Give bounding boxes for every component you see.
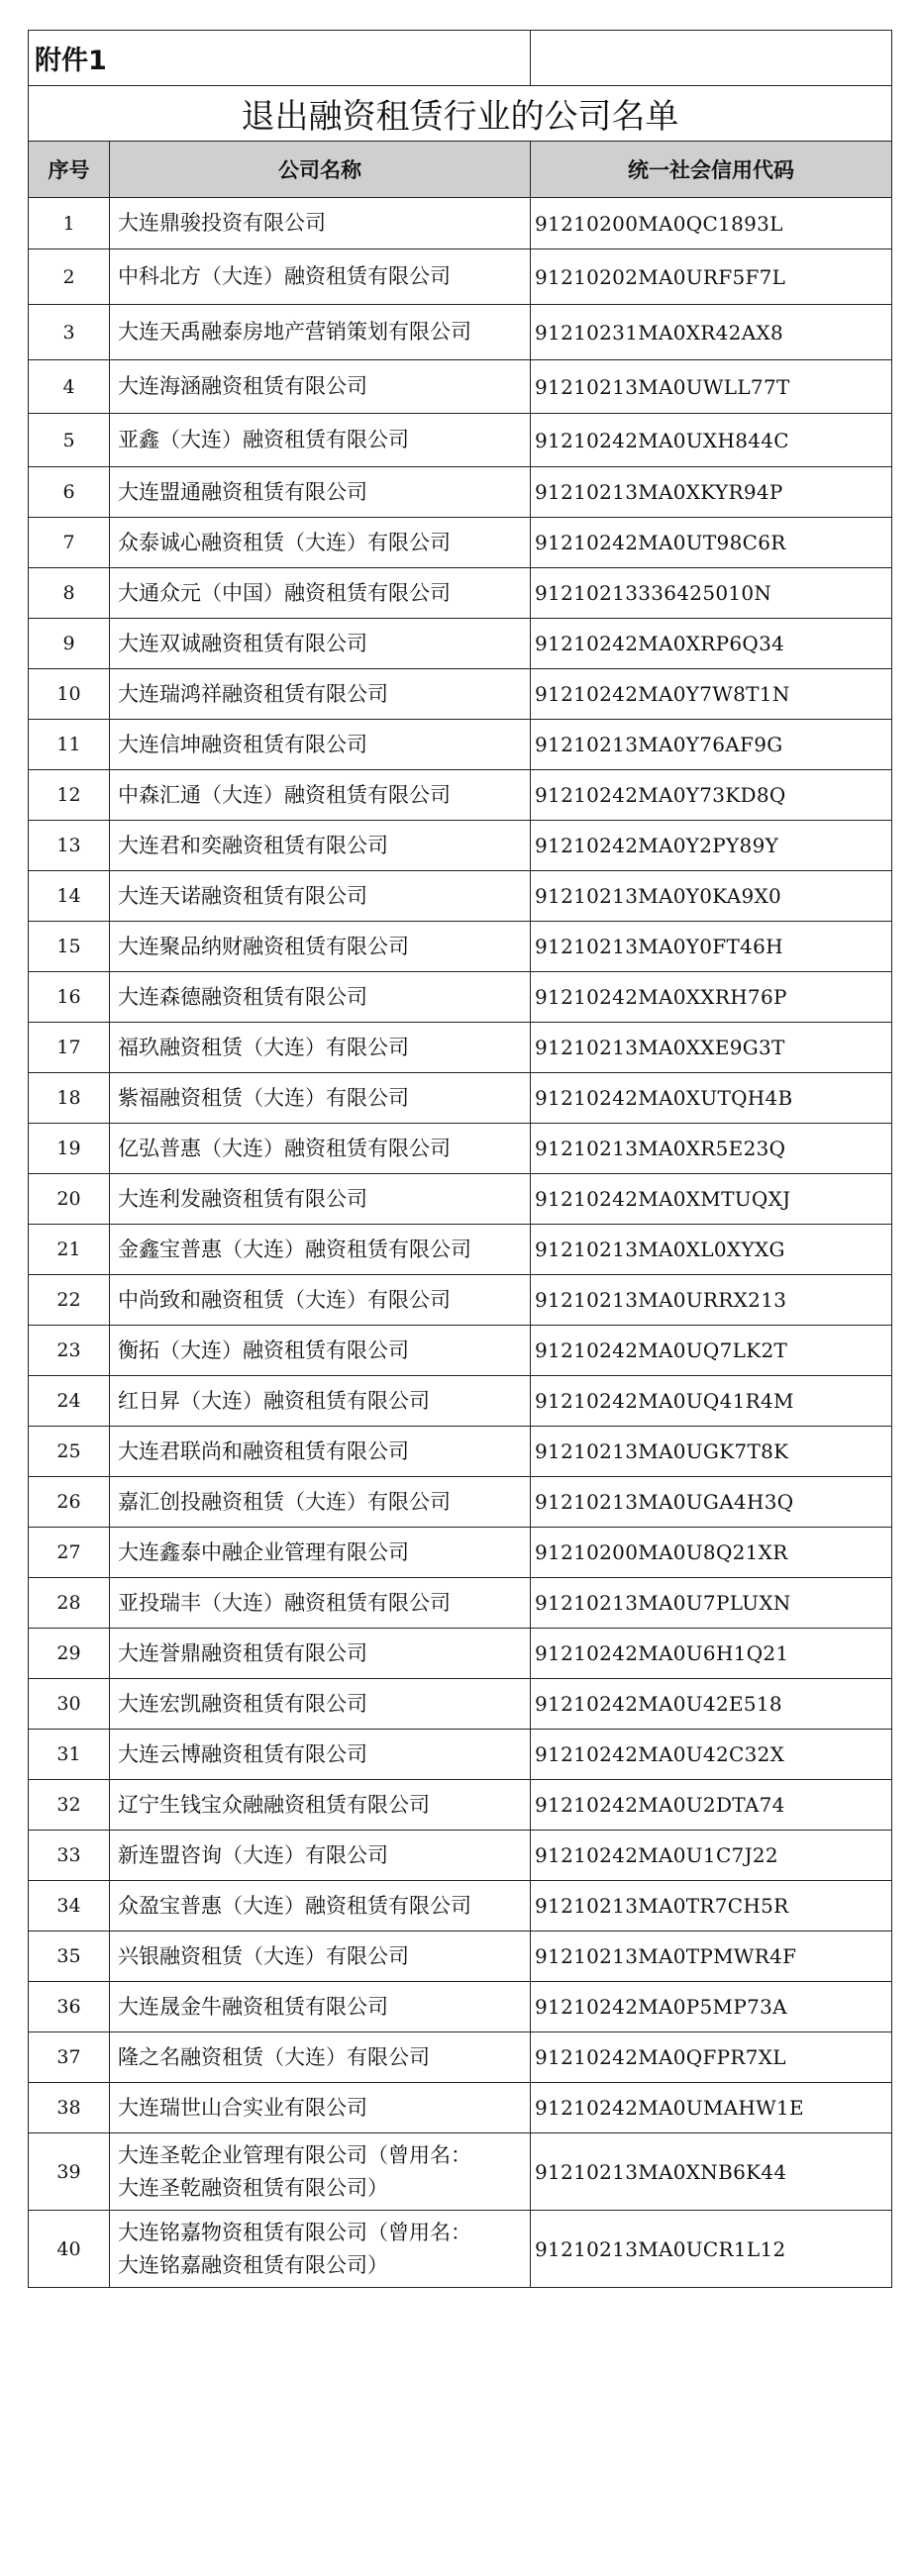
table-row: [29, 1679, 892, 1730]
row-company-name: [110, 2133, 531, 2211]
row-company-name: 大连双诚融资租赁有限公司: [110, 619, 531, 669]
row-credit-code: 91210213MA0Y76AF9G: [531, 720, 892, 770]
row-seq: 37: [29, 2032, 110, 2083]
row-company-name: 大连云博融资租赁有限公司: [110, 1730, 531, 1780]
row-seq: 4: [29, 360, 110, 414]
row-credit-code: 91210242MA0U42C32X: [531, 1730, 892, 1780]
row-seq: 23: [29, 1326, 110, 1376]
row-seq: 38: [29, 2083, 110, 2133]
attachment-empty-cell: [531, 31, 892, 86]
row-seq: 24: [29, 1376, 110, 1427]
table-row: [29, 1831, 892, 1881]
row-credit-code: 91210242MA0Y7W8T1N: [531, 669, 892, 720]
table-row: [29, 1730, 892, 1780]
row-credit-code: 91210213MA0Y0KA9X0: [531, 871, 892, 922]
row-company-name: 众泰诚心融资租赁（大连）有限公司: [110, 518, 531, 568]
row-seq: 36: [29, 1982, 110, 2032]
row-credit-code: 91210242MA0U42E518: [531, 1679, 892, 1730]
document-title: 退出融资租赁行业的公司名单: [29, 86, 892, 142]
row-credit-code: 91210242MA0UMAHW1E: [531, 2083, 892, 2133]
row-credit-code: 91210242MA0UQ41R4M: [531, 1376, 892, 1427]
table-row: [29, 2083, 892, 2133]
document-sheet: [28, 30, 891, 2288]
row-company-name: 红日昇（大连）融资租赁有限公司: [110, 1376, 531, 1427]
row-company-name: [110, 2211, 531, 2288]
table-row: [29, 1275, 892, 1326]
table-row: [29, 669, 892, 720]
row-company-name: 大连森德融资租赁有限公司: [110, 972, 531, 1023]
table-row: [29, 1174, 892, 1225]
row-company-name: 大连君联尚和融资租赁有限公司: [110, 1427, 531, 1477]
header-code: 统一社会信用代码: [531, 142, 892, 198]
table-row: [29, 2133, 892, 2211]
table-row: [29, 871, 892, 922]
row-seq: 13: [29, 821, 110, 871]
row-seq: 30: [29, 1679, 110, 1730]
row-company-name: 中尚致和融资租赁（大连）有限公司: [110, 1275, 531, 1326]
row-company-name: 兴银融资租赁（大连）有限公司: [110, 1932, 531, 1982]
row-credit-code: 91210242MA0Y73KD8Q: [531, 770, 892, 821]
row-credit-code: 91210242MA0Y2PY89Y: [531, 821, 892, 871]
table-row: [29, 1528, 892, 1578]
row-credit-code: 91210213MA0UCR1L12: [531, 2211, 892, 2288]
row-credit-code: 91210200MA0QC1893L: [531, 198, 892, 249]
table-row: [29, 1477, 892, 1528]
row-seq: 26: [29, 1477, 110, 1528]
company-name-line-2: 大连圣乾融资租赁有限公司）: [118, 2175, 388, 2200]
row-seq: 31: [29, 1730, 110, 1780]
table-row: [29, 198, 892, 249]
row-seq: 11: [29, 720, 110, 770]
row-credit-code: 91210242MA0XXRH76P: [531, 972, 892, 1023]
row-company-name: 大连利发融资租赁有限公司: [110, 1174, 531, 1225]
row-seq: 1: [29, 198, 110, 249]
header-name: 公司名称: [110, 142, 531, 198]
row-credit-code: 91210242MA0XRP6Q34: [531, 619, 892, 669]
table-row: [29, 1073, 892, 1124]
table-row: [29, 2211, 892, 2288]
row-company-name: 大连瑞鸿祥融资租赁有限公司: [110, 669, 531, 720]
row-credit-code: 91210213MA0UWLL77T: [531, 360, 892, 414]
row-company-name: 众盈宝普惠（大连）融资租赁有限公司: [110, 1881, 531, 1932]
table-row: [29, 1124, 892, 1174]
table-row: [29, 972, 892, 1023]
row-credit-code: 91210213MA0XXE9G3T: [531, 1023, 892, 1073]
row-seq: 6: [29, 467, 110, 518]
row-company-name: 大通众元（中国）融资租赁有限公司: [110, 568, 531, 619]
row-credit-code: 91210242MA0U2DTA74: [531, 1780, 892, 1831]
table-row: [29, 1780, 892, 1831]
row-credit-code: 91210242MA0U6H1Q21: [531, 1629, 892, 1679]
row-credit-code: 91210213MA0XKYR94P: [531, 467, 892, 518]
row-seq: 39: [29, 2133, 110, 2211]
row-seq: 17: [29, 1023, 110, 1073]
table-row: [29, 619, 892, 669]
row-company-name: 大连君和奕融资租赁有限公司: [110, 821, 531, 871]
row-company-name: 隆之名融资租赁（大连）有限公司: [110, 2032, 531, 2083]
row-credit-code: 91210213MA0UGA4H3Q: [531, 1477, 892, 1528]
row-credit-code: 91210213MA0TR7CH5R: [531, 1881, 892, 1932]
row-company-name: 中科北方（大连）融资租赁有限公司: [110, 249, 531, 305]
table-row: [29, 1578, 892, 1629]
table-header: [29, 142, 892, 198]
row-credit-code: 91210242MA0UXH844C: [531, 414, 892, 467]
row-credit-code: 91210242MA0UQ7LK2T: [531, 1326, 892, 1376]
table-row: [29, 2032, 892, 2083]
row-company-name: 大连天诺融资租赁有限公司: [110, 871, 531, 922]
table-row: [29, 1376, 892, 1427]
table-row: [29, 1326, 892, 1376]
row-seq: 16: [29, 972, 110, 1023]
row-seq: 29: [29, 1629, 110, 1679]
table-row: [29, 821, 892, 871]
row-credit-code: 91210242MA0QFPR7XL: [531, 2032, 892, 2083]
table-row: [29, 1982, 892, 2032]
table-row: [29, 1023, 892, 1073]
row-company-name: 大连鑫泰中融企业管理有限公司: [110, 1528, 531, 1578]
row-company-name: 亚投瑞丰（大连）融资租赁有限公司: [110, 1578, 531, 1629]
row-credit-code: 91210242MA0U1C7J22: [531, 1831, 892, 1881]
row-credit-code: 91210213MA0XR5E23Q: [531, 1124, 892, 1174]
row-credit-code: 91210213336425010N: [531, 568, 892, 619]
row-company-name: 亚鑫（大连）融资租赁有限公司: [110, 414, 531, 467]
table-row: [29, 1932, 892, 1982]
table-row: [29, 1427, 892, 1477]
table-row: [29, 467, 892, 518]
row-seq: 34: [29, 1881, 110, 1932]
table-row: [29, 518, 892, 568]
row-seq: 14: [29, 871, 110, 922]
row-seq: 15: [29, 922, 110, 972]
row-company-name: 大连瑞世山合实业有限公司: [110, 2083, 531, 2133]
company-name-line-1: 大连铭嘉物资租赁有限公司（曾用名：: [118, 2220, 471, 2244]
row-company-name: 大连鼎骏投资有限公司: [110, 198, 531, 249]
table-row: [29, 770, 892, 821]
row-seq: 27: [29, 1528, 110, 1578]
attachment-row: [29, 31, 892, 86]
table-row: [29, 1881, 892, 1932]
table-row: [29, 720, 892, 770]
row-company-name: 新连盟咨询（大连）有限公司: [110, 1831, 531, 1881]
row-company-name: 大连晟金牛融资租赁有限公司: [110, 1982, 531, 2032]
row-credit-code: 91210213MA0Y0FT46H: [531, 922, 892, 972]
company-name-line-1: 大连圣乾企业管理有限公司（曾用名：: [118, 2142, 471, 2167]
table-row: [29, 1225, 892, 1275]
table-row: [29, 305, 892, 360]
row-company-name: 大连誉鼎融资租赁有限公司: [110, 1629, 531, 1679]
row-seq: 21: [29, 1225, 110, 1275]
row-company-name: 福玖融资租赁（大连）有限公司: [110, 1023, 531, 1073]
company-name-line-2: 大连铭嘉融资租赁有限公司）: [118, 2252, 388, 2277]
row-seq: 18: [29, 1073, 110, 1124]
row-seq: 19: [29, 1124, 110, 1174]
row-company-name: 大连盟通融资租赁有限公司: [110, 467, 531, 518]
row-seq: 22: [29, 1275, 110, 1326]
row-seq: 2: [29, 249, 110, 305]
row-credit-code: 91210213MA0TPMWR4F: [531, 1932, 892, 1982]
row-credit-code: 91210213MA0U7PLUXN: [531, 1578, 892, 1629]
row-credit-code: 91210213MA0XNB6K44: [531, 2133, 892, 2211]
row-seq: 20: [29, 1174, 110, 1225]
row-seq: 10: [29, 669, 110, 720]
row-company-name: 大连聚品纳财融资租赁有限公司: [110, 922, 531, 972]
row-company-name: 中森汇通（大连）融资租赁有限公司: [110, 770, 531, 821]
row-credit-code: 91210242MA0P5MP73A: [531, 1982, 892, 2032]
row-company-name: 辽宁生钱宝众融融资租赁有限公司: [110, 1780, 531, 1831]
row-seq: 32: [29, 1780, 110, 1831]
row-company-name: 大连天禹融泰房地产营销策划有限公司: [110, 305, 531, 360]
title-row: [29, 86, 892, 142]
row-seq: 12: [29, 770, 110, 821]
row-seq: 3: [29, 305, 110, 360]
row-seq: 9: [29, 619, 110, 669]
row-company-name: 亿弘普惠（大连）融资租赁有限公司: [110, 1124, 531, 1174]
row-seq: 33: [29, 1831, 110, 1881]
row-credit-code: 91210242MA0XUTQH4B: [531, 1073, 892, 1124]
table-row: [29, 360, 892, 414]
row-company-name: 嘉汇创投融资租赁（大连）有限公司: [110, 1477, 531, 1528]
row-credit-code: 91210202MA0URF5F7L: [531, 249, 892, 305]
header-seq: 序号: [29, 142, 110, 198]
row-credit-code: 91210242MA0UT98C6R: [531, 518, 892, 568]
row-seq: 25: [29, 1427, 110, 1477]
table-row: [29, 414, 892, 467]
row-credit-code: 91210242MA0XMTUQXJ: [531, 1174, 892, 1225]
row-company-name: 大连海涵融资租赁有限公司: [110, 360, 531, 414]
table-row: [29, 922, 892, 972]
table-row: [29, 1629, 892, 1679]
row-credit-code: 91210213MA0XL0XYXG: [531, 1225, 892, 1275]
row-seq: 8: [29, 568, 110, 619]
attachment-label: 附件1: [29, 31, 531, 86]
row-company-name: 紫福融资租赁（大连）有限公司: [110, 1073, 531, 1124]
company-table: [28, 30, 892, 2288]
row-seq: 40: [29, 2211, 110, 2288]
row-credit-code: 91210213MA0UGK7T8K: [531, 1427, 892, 1477]
row-company-name: 大连宏凯融资租赁有限公司: [110, 1679, 531, 1730]
row-company-name: 衡拓（大连）融资租赁有限公司: [110, 1326, 531, 1376]
row-seq: 7: [29, 518, 110, 568]
row-credit-code: 91210231MA0XR42AX8: [531, 305, 892, 360]
row-seq: 5: [29, 414, 110, 467]
table-row: [29, 568, 892, 619]
row-credit-code: 91210200MA0U8Q21XR: [531, 1528, 892, 1578]
row-company-name: 金鑫宝普惠（大连）融资租赁有限公司: [110, 1225, 531, 1275]
row-seq: 28: [29, 1578, 110, 1629]
row-seq: 35: [29, 1932, 110, 1982]
row-credit-code: 91210213MA0URRX213: [531, 1275, 892, 1326]
row-company-name: 大连信坤融资租赁有限公司: [110, 720, 531, 770]
table-row: [29, 249, 892, 305]
